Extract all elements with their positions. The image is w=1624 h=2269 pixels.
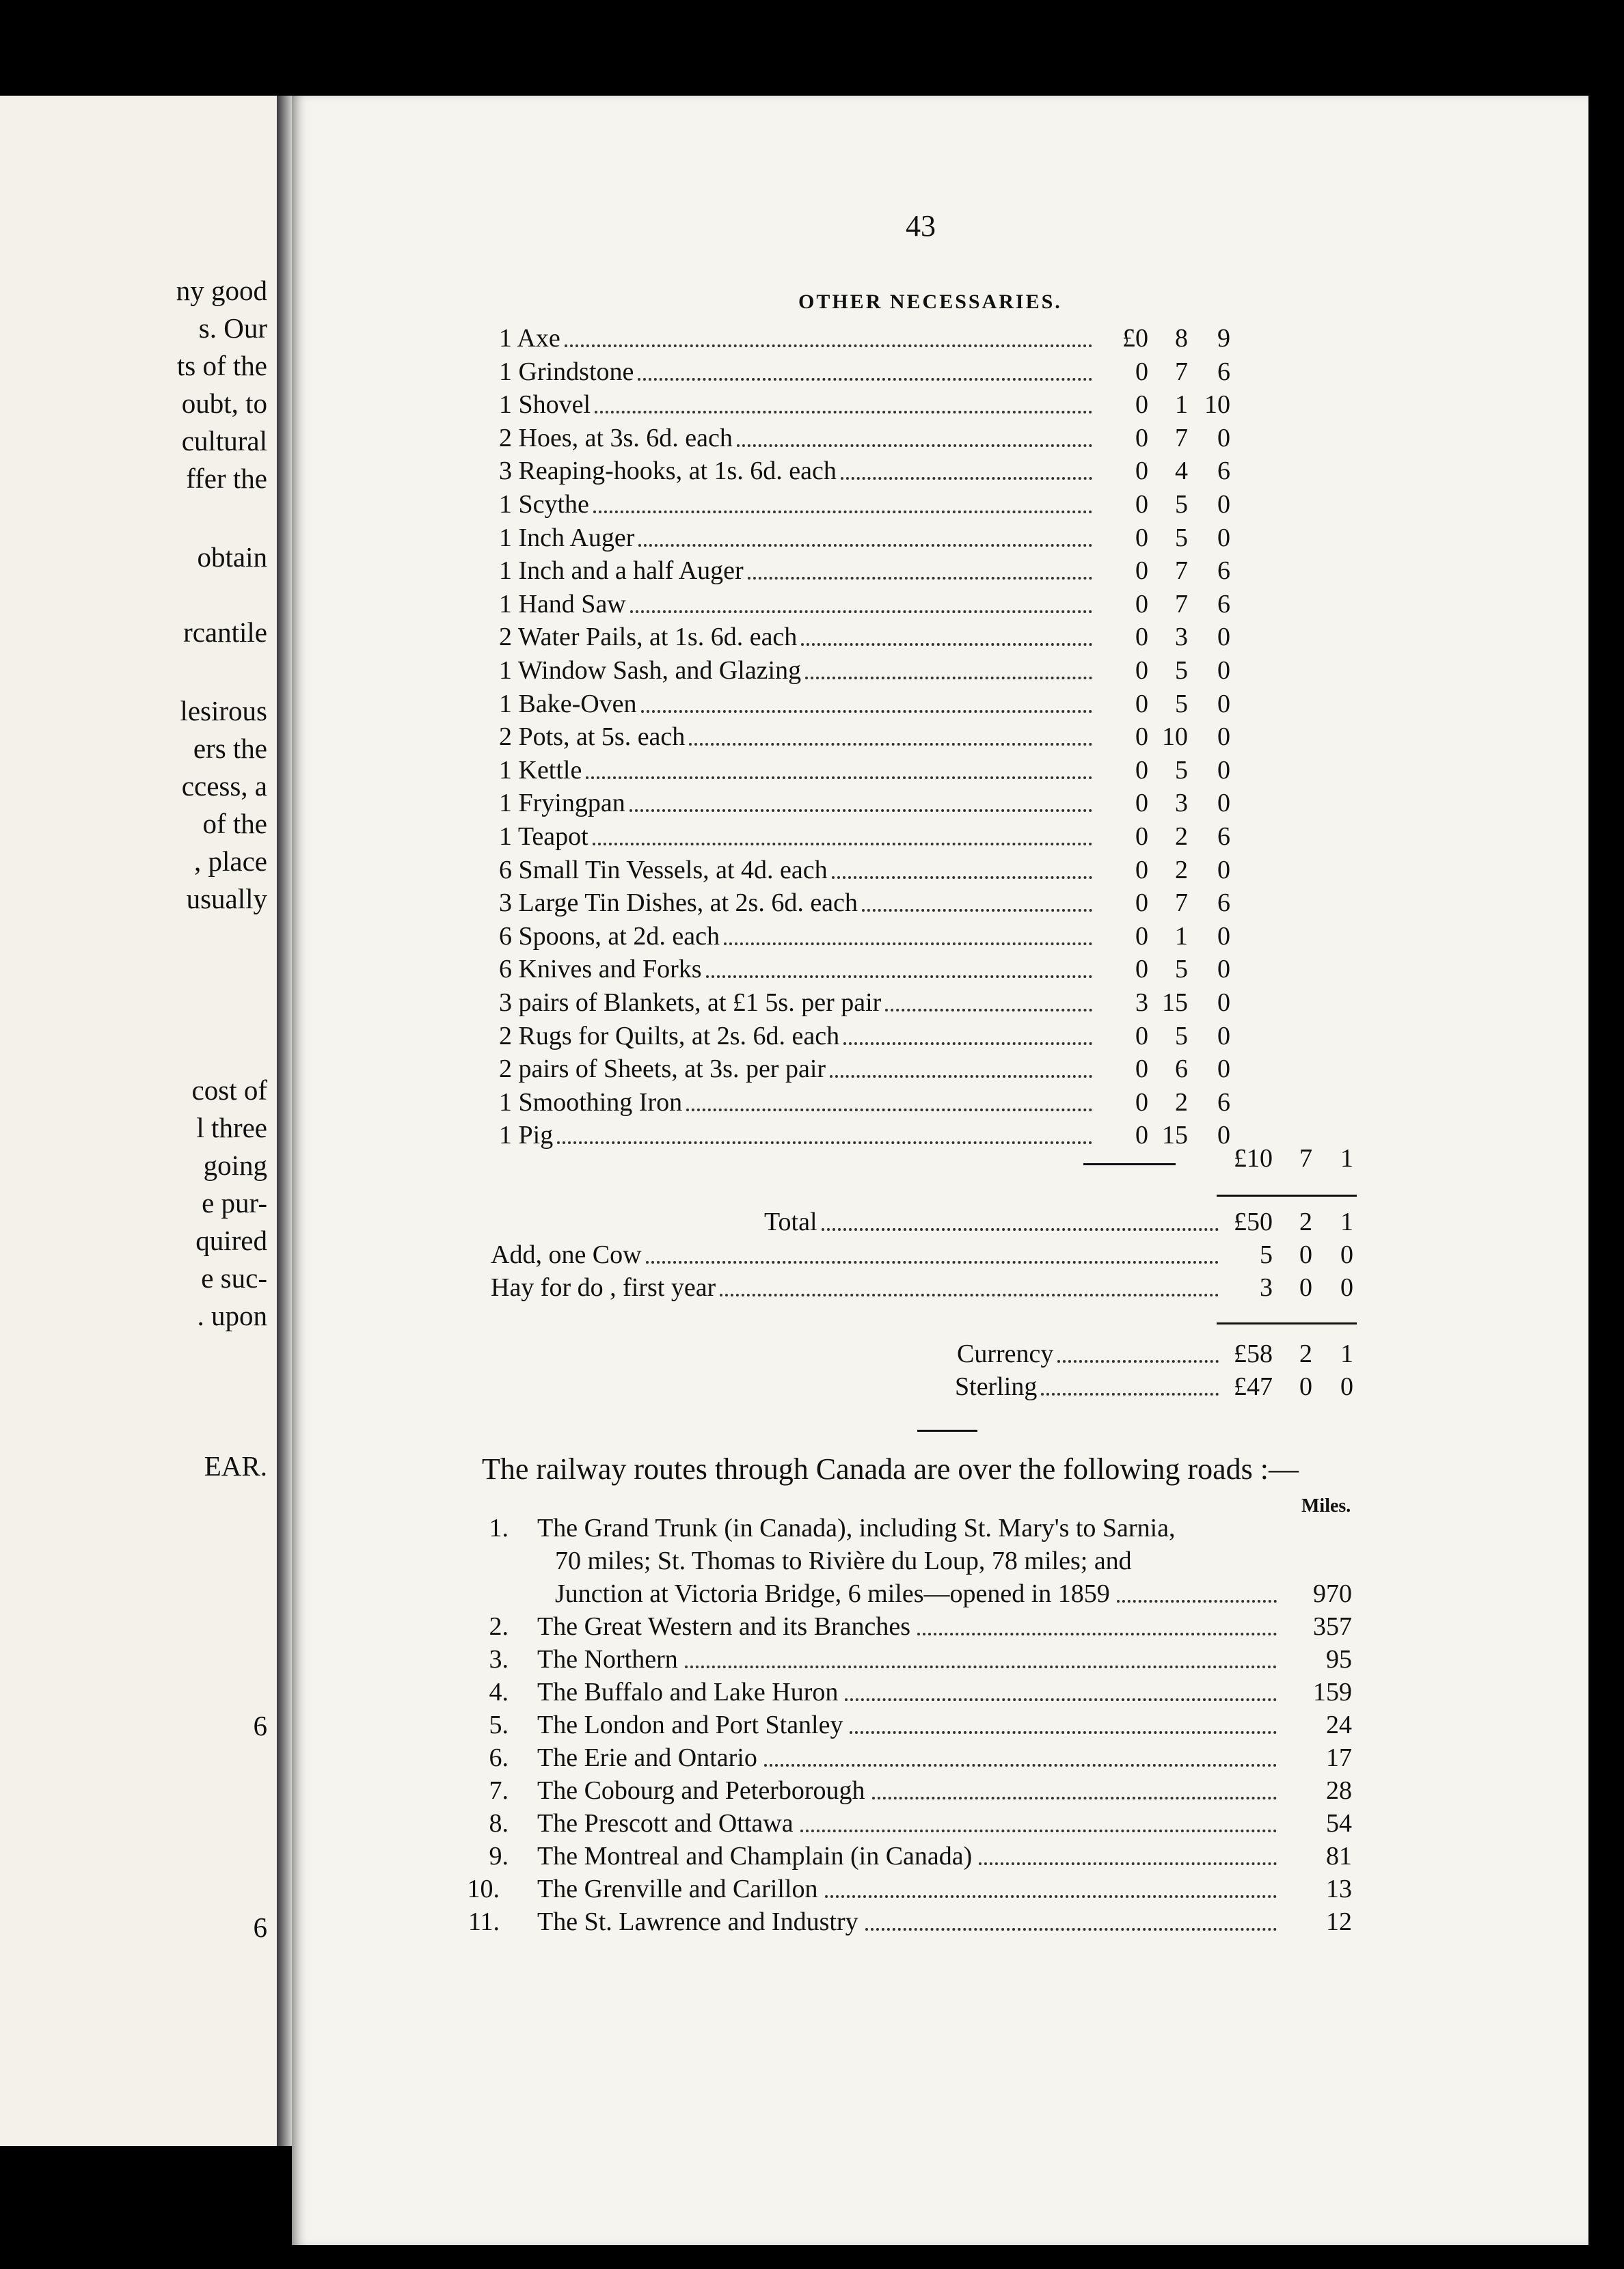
pounds-value: £0 [1122,324,1148,353]
pounds-value: £58 [1234,1340,1273,1368]
route-name [537,1873,1277,1905]
pence-value: 1 [1340,1208,1353,1236]
left-page-line: obtain [197,541,267,573]
shillings-value: 0 [1299,1273,1312,1302]
route-name-text: The London and Port Stanley [537,1711,843,1739]
page-number: 43 [906,209,936,243]
route-miles: 12 [1326,1907,1352,1936]
item-label: 1 Axe [499,324,560,353]
left-page-line: 6 [253,1912,267,1943]
route-name [537,1840,1277,1872]
item-label: Sterling [955,1372,1038,1401]
rule-line [1217,1322,1357,1324]
pounds-value: 0 [1135,623,1148,652]
dot-leader [706,975,1092,978]
pence-value: 6 [1217,822,1230,851]
item-label: 3 Large Tin Dishes, at 2s. 6d. each [499,888,858,918]
route-name-text: Junction at Victoria Bridge, 6 miles—opened in 1859 [555,1579,1110,1608]
pounds-value: 0 [1135,789,1148,818]
dot-leader [843,1042,1092,1045]
dot-leader [872,1797,1277,1799]
dot-leader [825,1895,1277,1898]
pence-value: 0 [1217,722,1230,752]
left-page-fragment [0,96,280,2146]
shillings-value: 2 [1299,1340,1312,1368]
item-label: 2 Hoes, at 3s. 6d. each [499,423,733,452]
pounds-value: 0 [1135,390,1148,420]
ledger-row [292,1371,1588,1402]
left-page-line: oubt, to [181,388,267,419]
route-name [537,1676,1277,1708]
item-label: 6 Spoons, at 2d. each [499,921,720,951]
shillings-value: 7 [1175,423,1188,452]
shillings-value: 5 [1175,490,1188,519]
pounds-value: 0 [1135,589,1148,619]
pence-value: 0 [1217,656,1230,685]
dot-leader [638,544,1092,547]
dot-leader [565,344,1092,347]
shillings-value: 5 [1175,955,1188,984]
ledger-row [292,356,1588,388]
ledger-row [292,422,1588,454]
pounds-value: 0 [1135,457,1148,486]
item-label: 3 Reaping-hooks, at 1s. 6d. each [499,457,837,486]
item-label: 3 pairs of Blankets, at £1 5s. per pair [499,988,882,1017]
left-page-line: rcantile [183,616,267,648]
dot-leader [862,909,1092,912]
route-number: 7. [489,1776,509,1805]
ledger-row [292,1087,1588,1118]
pounds-value: 0 [1135,921,1148,951]
route-miles: 159 [1313,1678,1352,1707]
dot-leader [595,411,1092,413]
route-name-text: The Northern [537,1645,678,1674]
left-page-line: e suc- [201,1262,267,1294]
rule-line [917,1430,977,1432]
dot-leader [689,743,1092,746]
dot-leader [720,1294,1219,1296]
ledger-row [292,953,1588,985]
pounds-value: 0 [1135,656,1148,685]
shillings-value: 7 [1175,357,1188,386]
route-miles: 970 [1313,1579,1352,1608]
ledger-row [292,389,1588,420]
route-miles: 17 [1326,1743,1352,1772]
dot-leader [830,1075,1092,1078]
shillings-value: 3 [1175,623,1188,652]
ledger-row [292,921,1588,952]
pence-value: 0 [1217,1021,1230,1050]
route-name [537,1906,1277,1938]
pounds-value: 0 [1135,822,1148,851]
pounds-value: 0 [1135,556,1148,586]
route-name [537,1775,1277,1806]
item-label: Currency [957,1340,1054,1368]
pounds-value: 0 [1135,722,1148,752]
dot-leader [841,477,1092,480]
item-label: 1 Inch and a half Auger [499,556,744,586]
left-page-line: s. Our [198,312,267,344]
item-label: 1 Fryingpan [499,789,625,818]
pence-value: 0 [1217,523,1230,552]
shillings-value: 2 [1175,855,1188,884]
dot-leader [641,710,1092,713]
pounds-value: 0 [1135,755,1148,785]
ledger-row [292,1338,1588,1370]
pounds-value: 0 [1135,888,1148,918]
ledger-row [292,1020,1588,1052]
miles-column-heading: Miles. [1301,1495,1351,1517]
left-page-line: quired [195,1225,267,1256]
dot-leader [917,1633,1277,1635]
pence-value: 0 [1340,1240,1353,1269]
shillings-value: 7 [1175,888,1188,918]
shillings-value: 2 [1299,1208,1312,1236]
route-miles: 357 [1313,1612,1352,1641]
ledger-row [292,755,1588,786]
ledger-row [292,323,1588,354]
dot-leader [845,1698,1277,1701]
shillings-value: 5 [1175,523,1188,552]
item-label: 6 Knives and Forks [499,955,702,984]
shillings-value: 1 [1175,921,1188,951]
route-name [537,1644,1277,1675]
route-miles: 13 [1326,1875,1352,1903]
left-page-line: 6 [253,1710,267,1741]
pence-value: 0 [1217,689,1230,718]
dot-leader [593,843,1092,845]
item-label: Add, one Cow [491,1240,642,1269]
dot-leader [1117,1600,1277,1603]
pounds-value: 3 [1135,988,1148,1017]
pounds-value: 0 [1135,523,1148,552]
shillings-value: 3 [1175,789,1188,818]
item-label: 1 Grindstone [499,357,634,386]
subtotal-pounds: £10 [1234,1144,1273,1173]
ledger-row [292,655,1588,686]
dot-leader [979,1862,1277,1865]
ledger-row [292,721,1588,752]
pence-value: 6 [1217,888,1230,918]
book-gutter [277,96,292,2146]
pounds-value: 3 [1260,1273,1273,1302]
left-page-line: EAR. [204,1450,267,1482]
left-page-line: of the [202,808,267,839]
left-page-line: usually [186,883,267,914]
left-page-line: ccess, a [181,770,267,802]
route-name-text: The Cobourg and Peterborough [537,1776,865,1805]
pence-value: 0 [1217,921,1230,951]
route-name-text: The Great Western and its Branches [537,1612,910,1641]
subtotal-shillings: 7 [1299,1144,1312,1173]
section-title: OTHER NECESSARIES. [798,290,1062,313]
pence-value: 10 [1204,390,1230,420]
route-name: The Grand Trunk (in Canada), including St. Mary's to Sarnia, [537,1514,1176,1543]
pounds-value: 0 [1135,689,1148,718]
left-page-line: l three [196,1112,267,1143]
item-label: 2 pairs of Sheets, at 3s. per pair [499,1055,826,1084]
ledger-row [292,588,1588,620]
ledger-row [292,455,1588,487]
item-label: 1 Bake-Oven [499,689,637,718]
route-miles: 95 [1326,1645,1352,1674]
shillings-value: 4 [1175,457,1188,486]
dot-leader [1041,1393,1219,1396]
railway-heading: The railway routes through Canada are over the following roads :— [482,1452,1299,1486]
dot-leader [593,511,1092,513]
item-label: Total [764,1208,817,1236]
shillings-value: 2 [1175,1087,1188,1117]
pence-value: 0 [1217,789,1230,818]
ledger-row [292,1053,1588,1085]
dot-leader [801,643,1092,646]
pence-value: 0 [1217,955,1230,984]
ledger-row [292,522,1588,554]
pence-value: 0 [1217,988,1230,1017]
item-label: 1 Shovel [499,390,591,420]
route-number: 4. [489,1678,509,1707]
shillings-value: 6 [1175,1055,1188,1084]
dot-leader [630,610,1092,613]
shillings-value: 7 [1175,556,1188,586]
shillings-value: 15 [1162,988,1188,1017]
ledger-row [292,1143,1588,1174]
shillings-value: 8 [1175,324,1188,353]
dot-leader [638,378,1092,381]
ledger-row [292,1206,1588,1238]
left-page-line: , place [194,845,267,877]
pence-value: 0 [1217,1121,1230,1150]
left-page-line: ts of the [176,350,267,381]
dot-leader [748,577,1092,580]
pence-value: 0 [1217,490,1230,519]
route-name: 70 miles; St. Thomas to Rivière du Loup, 78 miles; and [555,1547,1132,1575]
left-page-line: cultural [181,425,267,457]
pounds-value: 0 [1135,490,1148,519]
dot-leader [630,809,1092,812]
dot-leader [586,776,1092,779]
pounds-value: 5 [1260,1240,1273,1269]
left-page-line: e pur- [202,1187,267,1219]
route-name-text: The Montreal and Champlain (in Canada) [537,1842,973,1871]
dot-leader [850,1731,1277,1734]
pounds-value: £47 [1234,1372,1273,1401]
route-number: 1. [489,1514,509,1543]
route-number: 2. [489,1612,509,1641]
ledger-row [292,688,1588,720]
route-name [537,1709,1277,1741]
route-miles: 54 [1326,1809,1352,1838]
dot-leader [832,876,1092,879]
route-name-text: The Buffalo and Lake Huron [537,1678,839,1707]
item-label: 6 Small Tin Vessels, at 4d. each [499,855,828,884]
pence-value: 0 [1217,1055,1230,1084]
dot-leader [737,444,1092,447]
item-label: 1 Hand Saw [499,589,626,619]
ledger-row [292,821,1588,852]
route-name [555,1578,1277,1609]
shillings-value: 5 [1175,755,1188,785]
pence-value: 1 [1340,1340,1353,1368]
pounds-value: 0 [1135,357,1148,386]
ledger-row [292,621,1588,653]
dot-leader [724,942,1092,945]
pence-value: 6 [1217,556,1230,586]
rule-line [1217,1195,1357,1197]
pence-value: 0 [1340,1273,1353,1302]
route-number: 5. [489,1711,509,1739]
route-number: 6. [489,1743,509,1772]
route-miles: 24 [1326,1711,1352,1739]
left-page-line: . upon [197,1300,267,1331]
route-name-text: The Grenville and Carillon [537,1875,818,1903]
ledger-row [292,1272,1588,1303]
route-name-text: The St. Lawrence and Industry [537,1907,858,1936]
pence-value: 0 [1217,423,1230,452]
route-number: 10. [467,1875,500,1903]
ledger-row [292,1239,1588,1271]
pence-value: 0 [1217,755,1230,785]
pounds-value: £50 [1234,1208,1273,1236]
dot-leader [885,1009,1092,1011]
dot-leader [800,1830,1277,1832]
dot-leader [805,677,1092,679]
pounds-value: 0 [1135,855,1148,884]
item-label: 2 Rugs for Quilts, at 2s. 6d. each [499,1021,840,1050]
route-number: 3. [489,1645,509,1674]
shillings-value: 1 [1175,390,1188,420]
pence-value: 0 [1217,855,1230,884]
pence-value: 0 [1217,623,1230,652]
ledger-row [292,787,1588,819]
ledger-row [292,489,1588,520]
route-number: 8. [489,1809,509,1838]
pounds-value: 0 [1135,423,1148,452]
item-label: 1 Teapot [499,822,588,851]
item-label: 1 Inch Auger [499,523,635,552]
dot-leader [822,1228,1219,1231]
dot-leader [865,1928,1277,1931]
dot-leader [764,1764,1277,1767]
item-label: 2 Pots, at 5s. each [499,722,686,752]
pence-value: 9 [1217,324,1230,353]
route-number: 9. [489,1842,509,1871]
left-page-line: going [203,1150,267,1181]
ledger-row [292,854,1588,886]
item-label: 1 Scythe [499,490,589,519]
route-name [537,1808,1277,1839]
left-page-line: cost of [191,1074,267,1106]
route-miles: 81 [1326,1842,1352,1871]
route-miles: 28 [1326,1776,1352,1805]
dot-leader [686,1109,1092,1111]
left-page-line: lesirous [180,695,267,726]
right-page [292,96,1588,2245]
dot-leader [685,1666,1277,1668]
ledger-row [292,987,1588,1018]
subtotal-pence: 1 [1340,1144,1353,1173]
pence-value: 6 [1217,457,1230,486]
left-page-line: ffer the [186,463,267,494]
item-label: 1 Pig [499,1121,554,1150]
pence-value: 0 [1340,1372,1353,1401]
shillings-value: 0 [1299,1372,1312,1401]
pounds-value: 0 [1135,955,1148,984]
ledger-row [292,555,1588,586]
pounds-value: 0 [1135,1055,1148,1084]
route-number: 11. [468,1907,500,1936]
pounds-value: 0 [1135,1121,1148,1150]
item-label: 1 Kettle [499,755,582,785]
dot-leader [1057,1360,1219,1363]
pounds-value: 0 [1135,1021,1148,1050]
shillings-value: 5 [1175,1021,1188,1050]
pence-value: 6 [1217,357,1230,386]
shillings-value: 2 [1175,822,1188,851]
item-label: 1 Smoothing Iron [499,1087,683,1117]
left-page-line: ny good [176,275,267,306]
route-name-text: The Prescott and Ottawa [537,1809,794,1838]
shillings-value: 5 [1175,656,1188,685]
item-label: 2 Water Pails, at 1s. 6d. each [499,623,798,652]
dot-leader [646,1261,1219,1264]
pounds-value: 0 [1135,1087,1148,1117]
route-name-text: The Erie and Ontario [537,1743,757,1772]
route-name [537,1611,1277,1642]
shillings-value: 10 [1162,722,1188,752]
item-label: Hay for do , first year [491,1273,716,1302]
pence-value: 6 [1217,1087,1230,1117]
shillings-value: 0 [1299,1240,1312,1269]
shillings-value: 7 [1175,589,1188,619]
shillings-value: 15 [1162,1121,1188,1150]
pence-value: 6 [1217,589,1230,619]
item-label: 1 Window Sash, and Glazing [499,656,802,685]
left-page-line: ers the [193,733,267,764]
route-name [537,1742,1277,1774]
shillings-value: 5 [1175,689,1188,718]
ledger-row [292,887,1588,919]
